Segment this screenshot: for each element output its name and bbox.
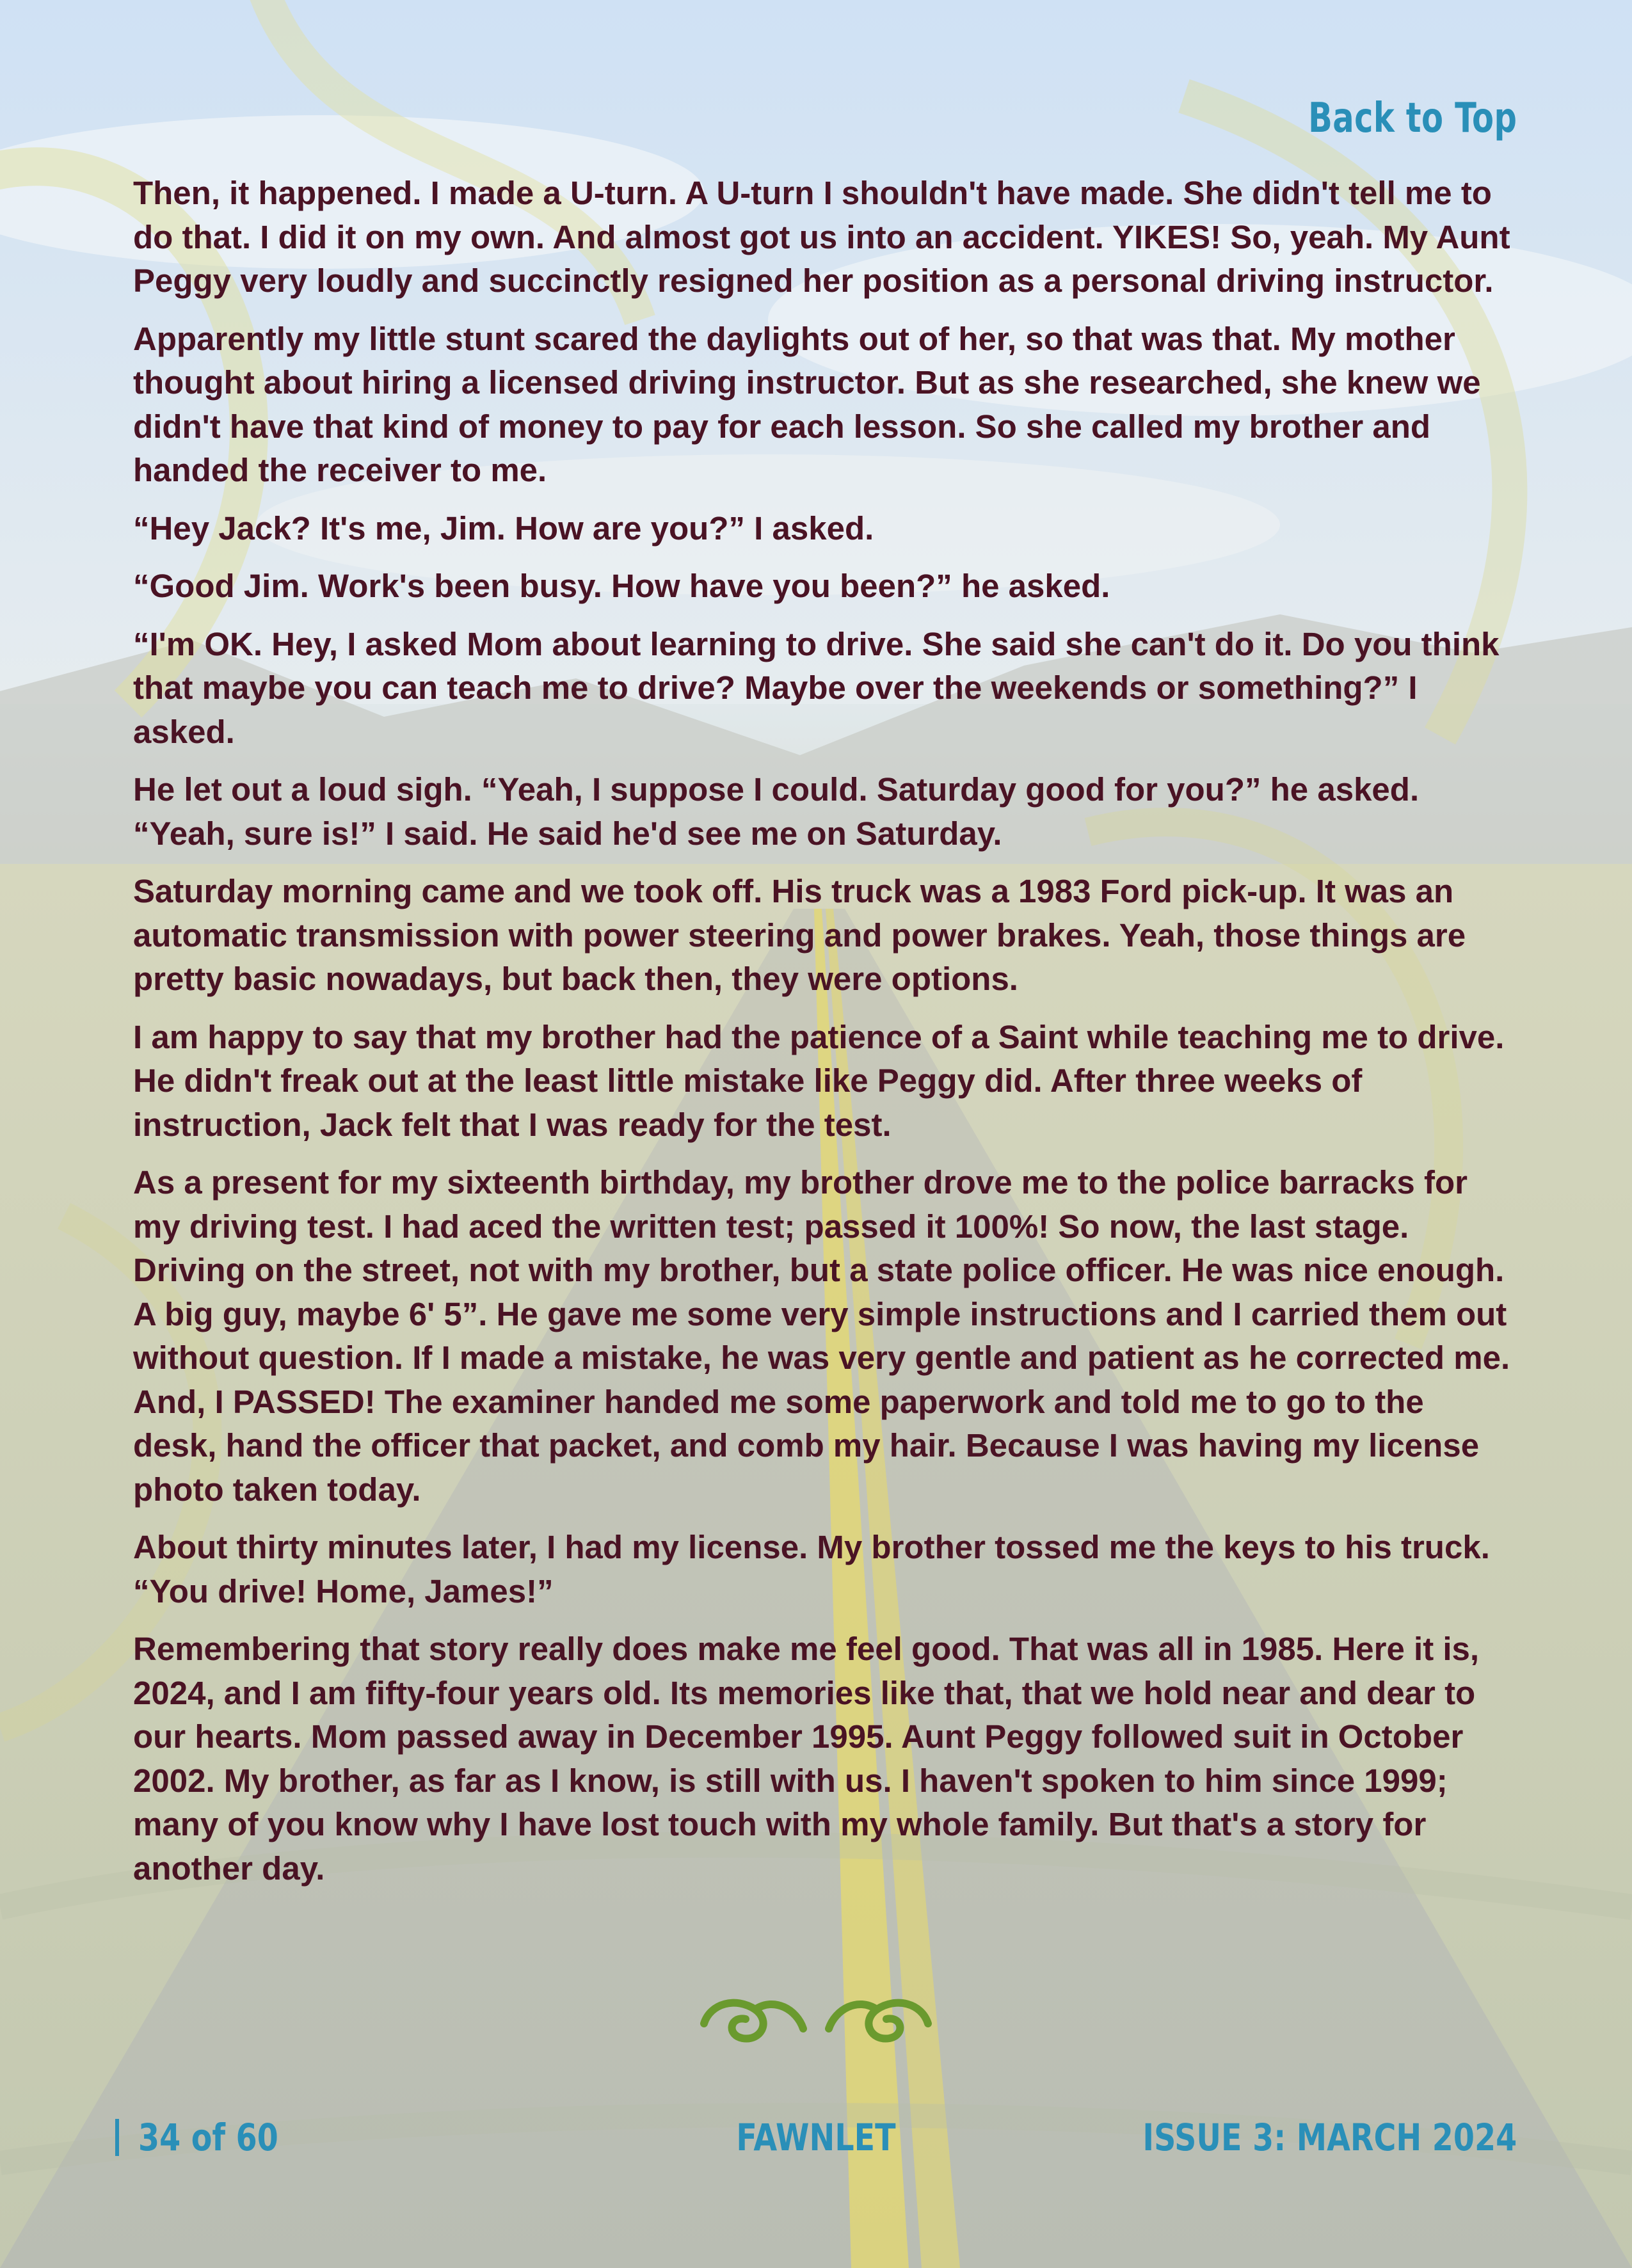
- back-to-top-link[interactable]: Back to Top: [1308, 95, 1517, 142]
- article-paragraph: “Good Jim. Work's been busy. How have you been?” he asked.: [133, 568, 1110, 604]
- article-paragraph: About thirty minutes later, I had my license. My brother tossed me the keys to his truck. “You drive! Home, James!”: [133, 1529, 1490, 1609]
- article-paragraph: “Hey Jack? It's me, Jim. How are you?” I asked.: [133, 509, 874, 547]
- issue-date: ISSUE 3: MARCH 2024: [1142, 2116, 1517, 2159]
- article-paragraph: Remembering that story really does make me feel good. That was all in 1985. Here it is, 2024, and I am fifty-four years old. Its memories like that, that we hold near and dear to our hearts. Mom passed away in December 1995. Aunt Peggy followed suit in October 2002. My brother, as far as I know, is still with us. I haven't spoken to him since 1999; many of you know why I have lost touch with my whole family. But that's a story for another day.: [133, 1631, 1480, 1887]
- page-footer: [115, 2112, 1517, 2163]
- article-paragraph: Then, it happened. I made a U-turn. A U-turn I shouldn't have made. She didn't tell me to do that. I did it on my own. And almost got us into an accident. YIKES! So, yeah. My Aunt Peggy very loudly and succinctly resigned her position as a personal driving instructor.: [133, 175, 1510, 299]
- article-paragraph: “I'm OK. Hey, I asked Mom about learning to drive. She said she can't do it. Do you think that maybe you can teach me to drive? Maybe over the weekends or something?” I asked.: [133, 625, 1500, 750]
- article-paragraph: Saturday morning came and we took off. His truck was a 1983 Ford pick-up. It was an automatic transmission with power steering and power brakes. Yeah, those things are pretty basic nowadays, but back then, they were options.: [133, 873, 1466, 997]
- article-paragraph: Apparently my little stunt scared the daylights out of her, so that was that. My mother thought about hiring a licensed driving instructor. But as she researched, she knew we didn't have that kind of money to pay for each lesson. So she called my brother and handed the receiver to me.: [133, 320, 1481, 488]
- issue-label: [1060, 2112, 1517, 2163]
- article-paragraph: I am happy to say that my brother had the patience of a Saint while teaching me to drive. He didn't freak out at the least little mistake like Peggy did. After three weeks of instruction, Jack felt that I was ready for the test.: [133, 1018, 1505, 1143]
- publication-name: FAWNLET: [736, 2116, 896, 2159]
- article-body: [133, 172, 1516, 1905]
- swirl-divider-icon: [691, 1984, 941, 2054]
- article-paragraph: He let out a loud sigh. “Yeah, I suppose I could. Saturday good for you?” he asked. “Yeah, sure is!” I said. He said he'd see me on Saturday.: [133, 771, 1420, 852]
- article-paragraph: As a present for my sixteenth birthday, my brother drove me to the police barracks for my driving test. I had aced the written test; passed it 100%! So now, the last stage. Driving on the street, not with my brother, but a state police officer. He was nice enough. A big guy, maybe 6' 5”. He gave me some very simple instructions and I carried them out without question. If I made a mistake, he was very gentle and patient as he corrected me. And, I PASSED! The examiner handed me some paperwork and told me to go to the desk, hand the officer that packet, and comb my hair. Because I was having my license photo taken today.: [133, 1164, 1510, 1508]
- page-number: 34 of 60: [138, 2116, 278, 2159]
